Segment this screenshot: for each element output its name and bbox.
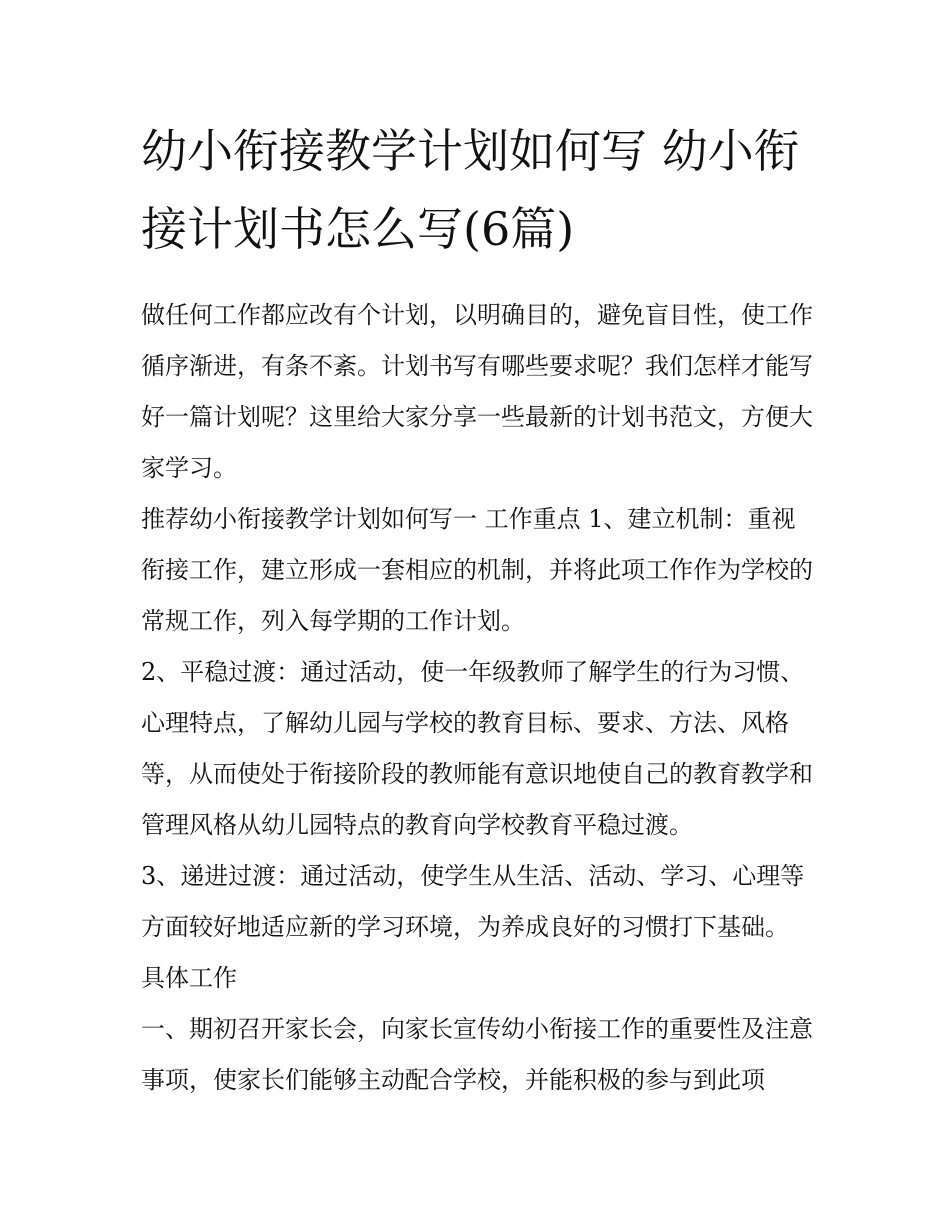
- document-title: 幼小衔接教学计划如何写 幼小衔接计划书怎么写(6篇): [141, 124, 800, 256]
- paragraph-intro: 做任何工作都应改有个计划，以明确目的，避免盲目性，使工作循序渐进，有条不紊。计划书写有哪些要求呢？我们怎样才能写好一篇计划呢？这里给大家分享一些最新的计划书范文，方便大家学习。: [141, 301, 813, 482]
- paragraph-work-focus: 推荐幼小衔接教学计划如何写一 工作重点 1、建立机制：重视衔接工作，建立形成一套相应的机制，并将此项工作作为学校的常规工作，列入每学期的工作计划。: [141, 505, 813, 635]
- paragraph-progressive-transition: 3、递进过渡：通过活动，使学生从生活、活动、学习、心理等方面较好地适应新的学习环境，为养成良好的习惯打下基础。 具体工作: [141, 862, 805, 992]
- paragraph-parent-meeting: 一、期初召开家长会，向家长宣传幼小衔接工作的重要性及注意事项，使家长们能够主动配合学校，并能积极的参与到此项: [141, 1015, 813, 1094]
- document-body: [141, 112, 813, 1106]
- paragraph-smooth-transition: 2、平稳过渡：通过活动，使一年级教师了解学生的行为习惯、心理特点，了解幼儿园与学校的教育目标、要求、方法、风格等，从而使处于衔接阶段的教师能有意识地使自己的教育教学和管理风格从幼儿园特点的教育向学校教育平稳过渡。: [141, 658, 813, 839]
